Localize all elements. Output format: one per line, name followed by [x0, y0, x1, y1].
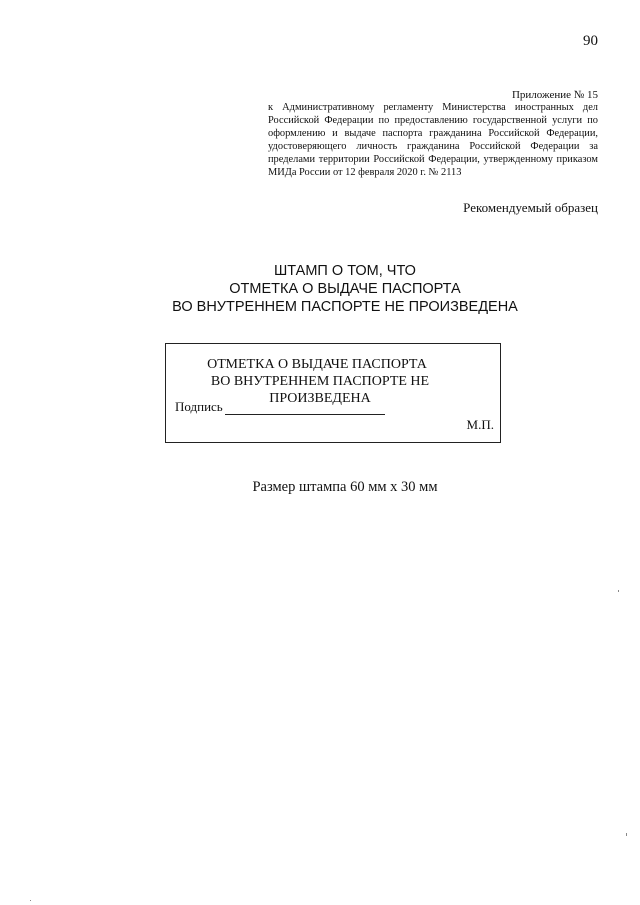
stamp-frame — [165, 343, 501, 443]
stamp-line-1: ОТМЕТКА О ВЫДАЧЕ ПАСПОРТА — [207, 357, 427, 372]
seal-label: М.П. — [466, 417, 494, 432]
heading-line-3: ВО ВНУТРЕННЕМ ПАСПОРТЕ НЕ ПРОИЗВЕДЕНА — [172, 299, 518, 315]
document-heading — [140, 262, 550, 316]
scan-speck — [30, 900, 31, 901]
scan-speck — [626, 833, 627, 836]
signature-line — [225, 401, 385, 415]
stamp-line-2: ВО ВНУТРЕННЕМ ПАСПОРТЕ НЕ ПРОИЗВЕДЕНА — [210, 374, 430, 406]
heading-line-2: ОТМЕТКА О ВЫДАЧЕ ПАСПОРТА — [229, 281, 461, 297]
appendix-title: Приложение № 15 — [511, 89, 598, 101]
sample-note: Рекомендуемый образец — [463, 200, 598, 215]
stamp-signature-row — [175, 399, 385, 415]
page-number: 90 — [583, 33, 598, 49]
scan-speck — [618, 590, 619, 592]
appendix-text: к Административному регламенту Министерства иностранных дел Российской Федерации по предоставлению государственной услуги по оформлению и выдаче паспорта гражданина Российской Федерации, удостоверяющего личность гражданина Российской Федерации за пределами территории Российской Федерации, утвержденному приказом МИДа России от 12 февраля 2020 г. № 2113 — [268, 102, 598, 178]
stamp-size-note: Размер штампа 60 мм х 30 мм — [252, 479, 438, 495]
heading-line-1: ШТАМП О ТОМ, ЧТО — [274, 263, 416, 279]
signature-label: Подпись — [175, 399, 223, 414]
